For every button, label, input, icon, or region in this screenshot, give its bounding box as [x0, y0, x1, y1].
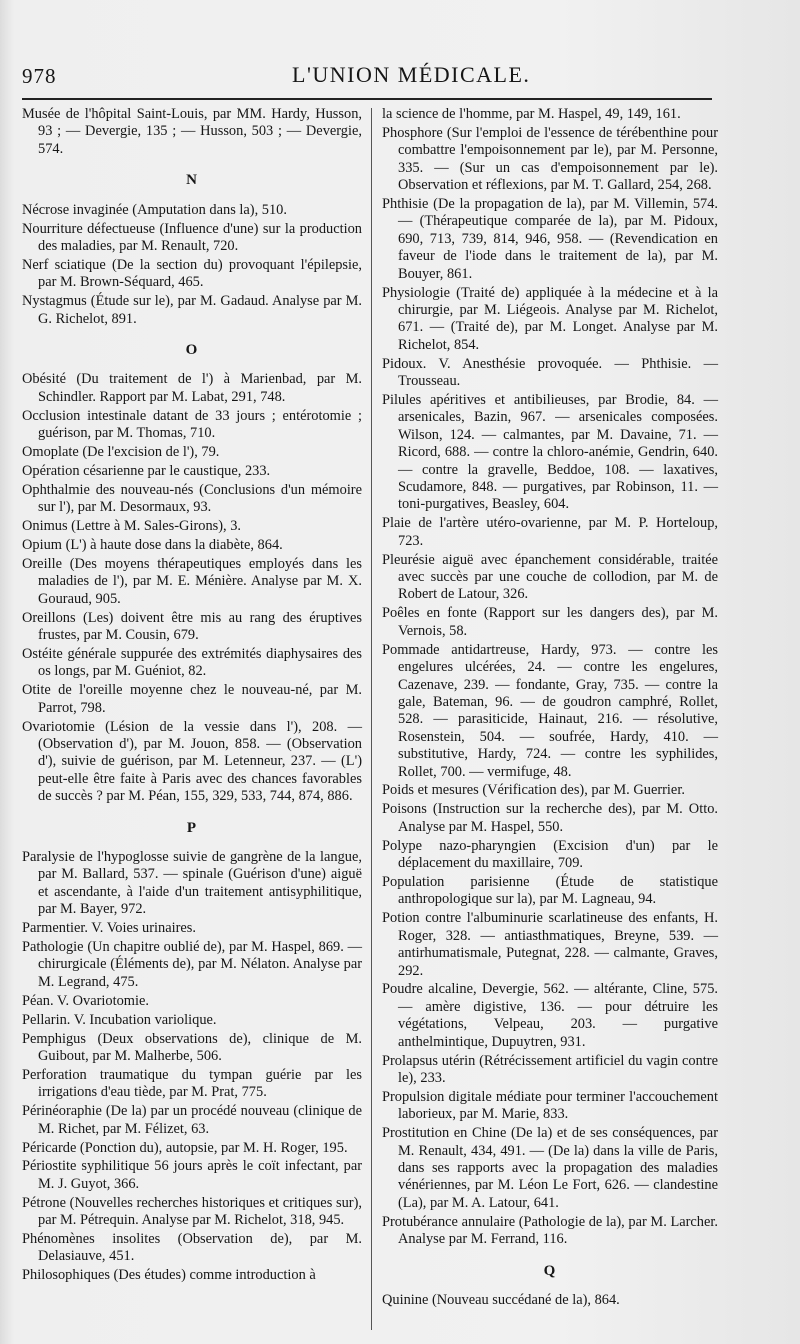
- section-letter: P: [186, 819, 198, 836]
- index-entry: Pathologie (Un chapitre oublié de), par M. Haspel, 869. — chirurgicale (Éléments de), par M. Nélaton. Analyse par M. Legrand, 475.: [22, 939, 362, 990]
- header-rule: [22, 98, 712, 100]
- index-entry: Paralysie de l'hypoglosse suivie de gangrène de la langue, par M. Ballard, 537. — spinale (Guérison d'une) aiguë et ascendante, à l'aide d'un traitement antisyphilitique, par M. Bayer, 972.: [22, 849, 362, 918]
- index-entry: Propulsion digitale médiate pour terminer l'accouchement laborieux, par M. Marie, 833.: [382, 1088, 718, 1123]
- page-number: 978: [22, 64, 57, 88]
- index-entry: Nécrose invaginée (Amputation dans la), 510.: [22, 201, 287, 218]
- index-entry: la science de l'homme, par M. Haspel, 49, 149, 161.: [382, 106, 681, 122]
- index-entry: Occlusion intestinale datant de 33 jours ; entérotomie ; guérison, par M. Thomas, 710.: [22, 407, 362, 442]
- index-entry: Plaie de l'artère utéro-ovarienne, par M. P. Horteloup, 723.: [382, 515, 718, 549]
- index-entry: Quinine (Nouveau succédané de la), 864.: [382, 1291, 620, 1308]
- section-letter: Q: [543, 1262, 557, 1279]
- index-entry: Nerf sciatique (De la section du) provoquant l'épilepsie, par M. Brown-Séquard, 465.: [22, 256, 362, 291]
- index-entry: Oreillons (Les) doivent être mis au rang des éruptives frustes, par M. Cousin, 679.: [22, 609, 362, 644]
- index-entry: Musée de l'hôpital Saint-Louis, par MM. Hardy, Husson, 93 ; — Devergie, 135 ; — Husson, 503 ; — Devergie, 574.: [22, 106, 362, 157]
- right-column: [382, 106, 718, 1311]
- left-column: [22, 106, 362, 1286]
- index-entry: Onimus (Lettre à M. Sales-Girons), 3.: [22, 518, 242, 535]
- index-entry: Phthisie (De la propagation de la), par M. Villemin, 574. — (Thérapeutique comparée de la), par M. Pidoux, 690, 713, 739, 814, 946, 958. — (Revendication en faveur de l'iode dans le traitement de la), par M. Bouyer, 861.: [382, 196, 718, 282]
- index-entry: Périostite syphilitique 56 jours après le coït infectant, par M. J. Guyot, 366.: [22, 1158, 362, 1192]
- index-entry: Pleurésie aiguë avec épanchement considérable, traitée avec succès par une couche de collodion, par M. de Robert de Latour, 326.: [382, 551, 718, 603]
- index-entry: Protubérance annulaire (Pathologie de la), par M. Larcher. Analyse par M. Ferrand, 116.: [382, 1213, 718, 1248]
- index-entry: Poids et mesures (Vérification des), par M. Guerrier.: [382, 782, 685, 799]
- index-entry: Poêles en fonte (Rapport sur les dangers des), par M. Vernois, 58.: [382, 605, 718, 639]
- index-entry: Parmentier. V. Voies urinaires.: [22, 920, 197, 937]
- index-entry: Pemphigus (Deux observations de), clinique de M. Guibout, par M. Malherbe, 506.: [22, 1030, 362, 1064]
- index-entry: Ostéite générale suppurée des extrémités diaphysaires des os longs, par M. Guéniot, 82.: [22, 645, 362, 680]
- section-letter: O: [185, 341, 199, 358]
- index-entry: Population parisienne (Étude de statistique anthropologique sur la), par M. Lagneau, 94.: [382, 873, 718, 908]
- index-entry: Perforation traumatique du tympan guérie par les irrigations d'eau tiède, par M. Prat, 775.: [22, 1066, 362, 1101]
- index-entry: Ophthalmie des nouveau-nés (Conclusions d'un mémoire sur l'), par M. Desormaux, 93.: [22, 481, 362, 516]
- index-entry: Nourriture défectueuse (Influence d'une) sur la production des maladies, par M. Renault, 720.: [22, 220, 362, 254]
- index-entry: Omoplate (De l'excision de l'), 79.: [22, 444, 220, 460]
- index-entry: Poudre alcaline, Devergie, 562. — altérante, Cline, 575. — amère digistive, 136. — pour détruire les végétations, Velpeau, 203. — purgative anthelmintique, Dupuytren, 931.: [382, 981, 718, 1050]
- index-entry: Philosophiques (Des études) comme introduction à: [22, 1267, 316, 1284]
- index-entry: Opération césarienne par le caustique, 233.: [22, 462, 271, 479]
- index-entry: Pellarin. V. Incubation variolique.: [22, 1011, 217, 1028]
- index-entry: Pidoux. V. Anesthésie provoquée. — Phthisie. — Trousseau.: [382, 355, 718, 390]
- section-letter: N: [186, 172, 198, 189]
- index-entry: Pilules apéritives et antibilieuses, par Brodie, 84. — arsenicales, Bazin, 967. — arsenicales composées. Wilson, 124. — calmantes, par M. Davaine, 71. — Ricord, 688. — contre la chloro-anémie, Gendrin, 640. — contre la gravelle, Beddoe, 108. — laxatives, Scudamore, 848. — purgatives, par Robinson, 11. — toni-purgatives, Beasley, 604.: [382, 392, 718, 513]
- index-entry: Potion contre l'albuminurie scarlatineuse des enfants, H. Roger, 328. — antiasthmatiques, Breyne, 539. — antirhumatismale, Putegnat, 228. — calmante, Graves, 292.: [382, 910, 718, 979]
- index-entry: Prolapsus utérin (Rétrécissement artificiel du vagin contre le), 233.: [382, 1052, 718, 1086]
- index-entry: Phosphore (Sur l'emploi de l'essence de térébenthine pour combattre l'empoisonnement par le), par M. Personne, 335. — (Sur un cas d'empoisonnement par le). Observation et réflexions, par M. T. Gallard, 254, 268.: [382, 124, 718, 194]
- running-title: L'UNION MÉDICALE.: [292, 62, 531, 87]
- index-entry: Obésité (Du traitement de l') à Marienbad, par M. Schindler. Rapport par M. Labat, 291, 748.: [22, 371, 362, 405]
- index-entry: Ovariotomie (Lésion de la vessie dans l'), 208. — (Observation d'), par M. Jouon, 858. — (Observation d'), suivie de guérison, par M. Letenneur, 237. — (L') peut-elle être faite à Paris avec des chances favorables de succès ? par M. Péan, 155, 329, 533, 744, 874, 886.: [22, 718, 362, 805]
- column-divider: [371, 108, 372, 1330]
- page-header: [22, 60, 718, 94]
- index-entry: Poisons (Instruction sur la recherche des), par M. Otto. Analyse par M. Haspel, 550.: [382, 801, 718, 835]
- index-entry: Péricarde (Ponction du), autopsie, par M. H. Roger, 195.: [22, 1139, 348, 1156]
- index-entry: Prostitution en Chine (De la) et de ses conséquences, par M. Renault, 434, 491. — (De la) dans la ville de Paris, dans ses rapports avec la propagation des maladies vénériennes, par M. Léon Le Fort, 626. — clandestine (La), par M. A. Latour, 641.: [382, 1125, 718, 1211]
- index-entry: Pommade antidartreuse, Hardy, 973. — contre les engelures ulcérées, 24. — contre les engelures, Cazenave, 239. — fondante, Gray, 735. — contre la gale, Bateman, 96. — de goudron camphré, Rollet, 528. — parasiticide, Hainaut, 216. — résolutive, Rosenstein, 504. — soufrée, Hardy, 410. — substitutive, Hardy, 724. — contre les syphilides, Rollet, 700. — vermifuge, 48.: [382, 641, 718, 780]
- index-entry: Pétrone (Nouvelles recherches historiques et critiques sur), par M. Pétrequin. Analyse par M. Richelot, 318, 945.: [22, 1194, 362, 1229]
- index-entry: Physiologie (Traité de) appliquée à la médecine et à la chirurgie, par M. Liégeois. Analyse par M. Richelot, 671. — (Traité de), par M. Longet. Analyse par M. Richelot, 854.: [382, 284, 718, 353]
- index-entry: Polype nazo-pharyngien (Excision d'un) par le déplacement du maxillaire, 709.: [382, 837, 718, 872]
- index-entry: Nystagmus (Étude sur le), par M. Gadaud. Analyse par M. G. Richelot, 891.: [22, 293, 362, 327]
- index-entry: Opium (L') à haute dose dans la diabète, 864.: [22, 537, 283, 554]
- index-entry: Otite de l'oreille moyenne chez le nouveau-né, par M. Parrot, 798.: [22, 682, 362, 716]
- index-entry: Péan. V. Ovariotomie.: [22, 992, 149, 1009]
- index-entry: Périnéoraphie (De la) par un procédé nouveau (clinique de M. Richet, par M. Félizet, 63.: [22, 1103, 362, 1137]
- index-entry: Oreille (Des moyens thérapeutiques employés dans les maladies de l'), par M. E. Ménière. Analyse par M. X. Gouraud, 905.: [22, 555, 362, 607]
- index-entry: Phénomènes insolites (Observation de), par M. Delasiauve, 451.: [22, 1231, 362, 1265]
